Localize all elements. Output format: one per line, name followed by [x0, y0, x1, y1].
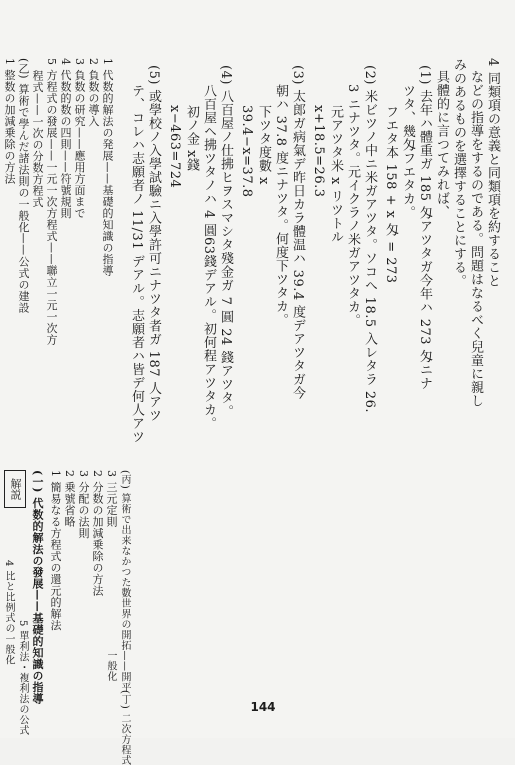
text-line: 具體的に言つてみれば、: [434, 70, 449, 219]
text-line: 4 同類項の意義と同類項を約すること: [485, 58, 500, 288]
text-line: などの指導をするのである。問題はなるべく兒童に親し: [468, 70, 483, 408]
kaisetsu-box: 解説: [4, 470, 26, 508]
outline-line: 2 負数の導入: [87, 58, 100, 127]
outline-line: 1 代数的解法の発展——基礎的知識の指導: [101, 58, 114, 277]
text-line: x−463=724: [167, 105, 182, 189]
text-line: (1) 去年ハ體重ガ 185 匁アツタガ今年ハ 273 匁ニナ: [417, 65, 432, 391]
page-number: 144: [250, 700, 276, 714]
text-line: 八百屋ヘ拂ツタノハ 4 圓63錢デアル。初何程アツタカ。: [201, 84, 216, 431]
outline-line: 1 簡易なる方程式の還元的解法: [49, 470, 62, 631]
text-line: テ、コレハ志願者ノ 11/31 デアル。志願者ハ皆デ何人アツ: [129, 84, 144, 444]
text-line: みのあるものを選擇することにする。: [451, 58, 466, 288]
text-line: 朝ハ 37.8 度ニナツタ。何度下ツタカ。: [273, 84, 288, 327]
text-line: (5) 或學校ノ入學試驗ニ入學許可ニナツタ者ガ 187 人アツ: [146, 65, 161, 423]
outline-line: 2 分数の加減乗除の方法: [91, 470, 104, 597]
text-line: フエタ本 158 + x 匁 = 273: [383, 105, 398, 284]
outline-line: 2 乗號省略: [63, 470, 76, 528]
text-line: 初ノ金 x錢: [184, 105, 199, 172]
section-heading: (一) 代数的解法の發展——基礎的知識の指導: [31, 470, 44, 705]
outline-line: 5 單利法・複利法の公式: [17, 620, 28, 736]
text-line: (4) 八百屋ノ仕拂ヒヲスマシタ殘金ガ 7 圓 24 錢アツタ。: [218, 65, 233, 418]
text-line: 下ツタ度數 x: [256, 105, 271, 185]
outline-line: 5 方程式の發展——一元一次方程式——聯立一元一次方: [45, 58, 58, 346]
text-line: 元アツタ米 x リツトル: [328, 105, 343, 244]
outline-line: 程式——一次の分数方程式: [31, 70, 44, 208]
outline-line: (丁) 二次方程式: [119, 690, 130, 765]
text-line: 3 ニナツタ。元イクラノ米ガアツタカ。: [345, 84, 360, 327]
outline-line: 3 分配の法則: [77, 470, 90, 539]
text-line: 39.4−x=37.8: [239, 105, 254, 198]
outline-line: 3 三元定則: [105, 470, 118, 528]
text-line: x+18.5=26.3: [311, 105, 326, 198]
outline-line: (乙) 算術で學んだ諸法則の一般化——公式の建設: [17, 58, 30, 314]
outline-line: 1 整数の加減乗除の方法: [3, 58, 16, 185]
outline-line: (丙) 算術で出来なかつた數世界の開拓——開平: [119, 470, 130, 693]
text-line: ツタ、幾匁フエタカ。: [400, 84, 415, 219]
outline-line: 4 比と比例式の一般化: [3, 560, 14, 666]
outline-line: 4 代数的数の四則——符號規則: [59, 58, 72, 219]
text-line: (2) 米ビツノ中ニ米ガアツタ。ソコへ 18.5 入レタラ 26.: [362, 65, 377, 414]
outline-line: 3 負数の研究——應用方面まで: [73, 58, 86, 219]
text-line: (3) 太郎ガ病氣デ昨日カラ體温ハ 39.4 度デアツタガ今: [290, 65, 305, 400]
ippanka-label: 一般化: [105, 650, 116, 682]
